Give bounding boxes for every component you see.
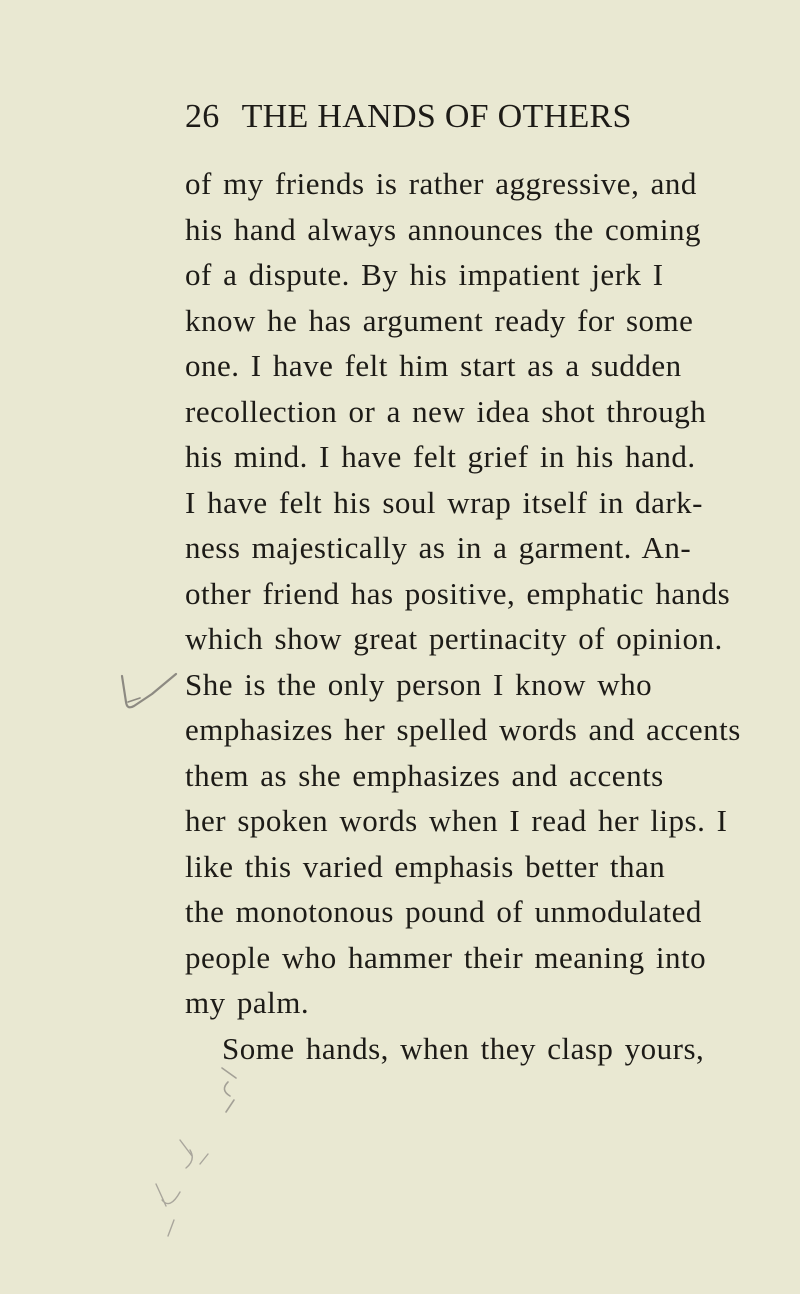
pencil-smudge-icon [150,1060,260,1290]
text-line: like this varied emphasis better than [185,848,666,884]
text-line: She is the only person I know who [185,666,653,702]
text-line: emphasizes her spelled words and accents [185,712,741,747]
text-line: the monotonous pound of unmodulated [185,894,702,929]
text-line: her spoken words when I read her lips. I [185,803,728,838]
text-line: know he has argument ready for some [185,302,694,338]
running-title: THE HANDS OF OTHERS [241,98,632,135]
text-line-paragraph-start: Some hands, when they clasp yours, [222,1030,705,1066]
text-line: of a dispute. By his impatient jerk I [185,257,664,292]
text-line: other friend has positive, emphatic hands [185,575,731,611]
text-line: recollection or a new idea shot through [185,393,707,429]
text-line: I have felt his soul wrap itself in dark- [185,484,703,520]
text-line: one. I have felt him start as a sudden [185,348,682,383]
text-line: his hand always announces the coming [185,211,701,247]
text-line: my palm. [185,985,310,1020]
text-line: them as she emphasizes and accents [185,757,664,793]
text-line: which show great pertinacity of opinion. [185,621,723,656]
text-line: ness majestically as in a garment. An- [185,530,692,565]
page-number: 26 [185,98,220,135]
running-head [185,97,705,137]
text-line: of my friends is rather aggressive, and [185,166,697,201]
body-text [185,161,785,1071]
pencil-checkmark-icon [118,672,198,736]
text-line: people who hammer their meaning into [185,939,707,975]
text-line: his mind. I have felt grief in his hand. [185,439,696,474]
